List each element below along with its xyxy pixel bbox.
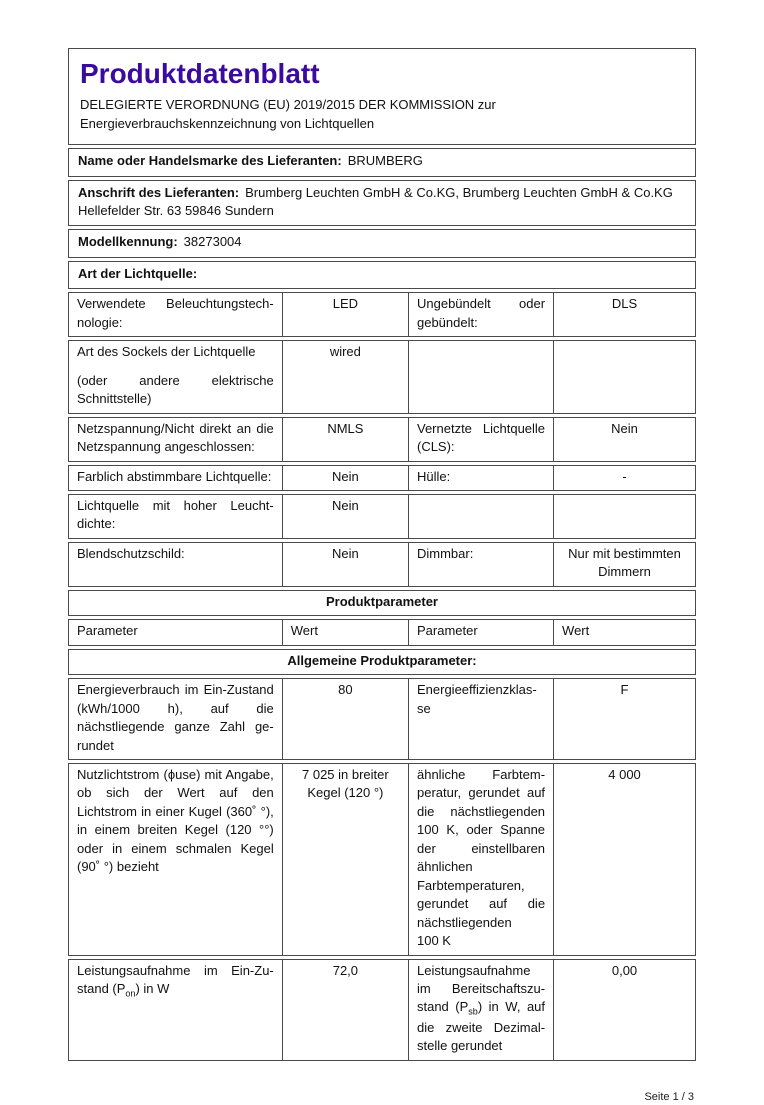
light-source-section-cell [68, 261, 696, 289]
supplier-name-label: Name oder Handelsmarke des Lieferanten: [78, 153, 342, 169]
param-text: Farblich abstimmbare Lichtquelle: [77, 468, 272, 484]
param-cell [68, 494, 283, 539]
param-cell [409, 678, 554, 760]
product-parameters-header-row [68, 590, 696, 616]
param-text: Verwendete Beleuchtungstechnologie: [77, 296, 274, 330]
supplier-name-value: BRUMBERG [347, 153, 423, 169]
value-cell: Nein [554, 417, 696, 462]
subscript: sb [468, 1007, 478, 1017]
param-cell [68, 959, 283, 1061]
column-header: Parameter [68, 619, 283, 645]
table-row [68, 763, 696, 956]
column-header: Wert [283, 619, 409, 645]
param-cell [409, 959, 554, 1061]
value-cell: Nein [283, 465, 409, 491]
param-text [77, 962, 274, 1001]
param-cell [409, 494, 554, 539]
param-text: Lichtquelle mit hoher Leuchtdichte: [77, 497, 274, 532]
param-cell [409, 763, 554, 956]
column-header: Parameter [409, 619, 554, 645]
param-text: Netzspannung/Nicht direkt an die Netzspannung angeschlossen: [77, 420, 274, 455]
light-source-section-row [68, 261, 696, 289]
param-text: Hülle: [416, 468, 451, 484]
param-cell [68, 763, 283, 956]
param-text [417, 962, 545, 1056]
value-cell [554, 340, 696, 413]
supplier-address-cell [68, 180, 696, 227]
param-text: Blendschutzschild: [77, 545, 185, 561]
value-cell: Nein [283, 494, 409, 539]
page-title: Produktdatenblatt [80, 58, 320, 89]
supplier-address-label: Anschrift des Lieferanten: [78, 184, 240, 200]
model-id-value: 38273004 [183, 234, 242, 250]
param-cell [409, 292, 554, 337]
value-cell: 72,0 [283, 959, 409, 1061]
supplier-address-row [68, 180, 696, 227]
product-parameters-header: Produktparameter [68, 590, 696, 616]
table-row [68, 292, 696, 337]
param-cell [409, 417, 554, 462]
param-text: Energieverbrauch im Ein-Zustand (kWh/1000 h), auf die nächstliegende ganze Zahl gerundet [77, 682, 274, 753]
regulation-text: DELEGIERTE VERORDNUNG (EU) 2019/2015 DER KOMMISSION zur Energieverbrauchskennzeichnung von Lichtquellen [80, 97, 496, 131]
value-cell: Nur mit bestimmten Dimmern [554, 542, 696, 587]
param-cell [68, 542, 283, 587]
supplier-name-cell [68, 148, 696, 176]
param-text-part: ) in W, auf die zweite Dezimalstelle gerundet [416, 999, 546, 1054]
param-text-part: Leistungsaufnahme im Bereitschaftszustand (P [416, 962, 546, 1015]
value-cell: wired [283, 340, 409, 413]
model-id-label: Modellkennung: [78, 234, 178, 250]
value-cell: 80 [283, 678, 409, 760]
param-cell [68, 678, 283, 760]
supplier-name-row [68, 148, 696, 176]
param-text: Vernetzte Lichtquelle (CLS): [416, 420, 546, 455]
param-cell [68, 465, 283, 491]
light-source-section-title: Art der Lichtquelle: [78, 265, 198, 281]
column-header: Wert [554, 619, 696, 645]
param-text: Dimmbar: [416, 545, 474, 561]
param-cell [409, 340, 554, 413]
value-cell: 0,00 [554, 959, 696, 1061]
param-cell [68, 340, 283, 413]
param-cell [68, 292, 283, 337]
table-row [68, 959, 696, 1061]
param-text: ähnliche Farbtemperatur, gerundet auf die nächstliegenden 100 K, oder Spanne der einstellbaren ähnlichen Farbtemperaturen, gerundet auf die nächstliegenden 100 K [416, 766, 546, 949]
value-cell: 4 000 [554, 763, 696, 956]
value-cell: Nein [283, 542, 409, 587]
param-cell [68, 417, 283, 462]
param-text-part: Leistungsaufnahme im Ein-Zustand (P [77, 962, 274, 996]
param-cell [409, 542, 554, 587]
param-text: (oder andere elektrische Schnittstelle) [77, 372, 274, 407]
table-row [68, 542, 696, 587]
supplier-address-value: Brumberg Leuchten GmbH & Co.KG, Brumberg Leuchten GmbH & Co.KG Hellefelder Str. 63 59846 Sundern [78, 184, 673, 218]
param-text: Ungebündelt oder gebündelt: [416, 296, 546, 330]
table-row [68, 678, 696, 760]
table-row [68, 417, 696, 462]
param-text: Art des Sockels der Lichtquelle [77, 344, 256, 360]
param-text: Energieeffizienzklasse [416, 682, 537, 716]
subscript: on [125, 988, 136, 999]
general-parameters-header-row [68, 649, 696, 675]
model-id-row [68, 229, 696, 257]
value-cell: F [554, 678, 696, 760]
title-cell [68, 48, 696, 145]
param-cell [409, 465, 554, 491]
table-row [68, 340, 696, 413]
datasheet-table [68, 45, 696, 1064]
value-cell: NMLS [283, 417, 409, 462]
page-number: Seite 1 / 3 [644, 1090, 694, 1103]
table-row [68, 465, 696, 491]
value-cell [554, 494, 696, 539]
title-row [68, 48, 696, 145]
param-text-part: ) in W [135, 980, 170, 996]
table-row [68, 494, 696, 539]
param-text: Nutzlichtstrom (ϕuse) mit Angabe, ob sich der Wert auf den Lichtstrom in einer Kugel (360˚ °), in einem breiten Kegel (120 °°) oder in einem schmalen Kegel (90˚ °) bezieht [77, 766, 274, 875]
value-cell: DLS [554, 292, 696, 337]
model-id-cell [68, 229, 696, 257]
general-parameters-header: Allgemeine Produktparameter: [68, 649, 696, 675]
value-cell: - [554, 465, 696, 491]
value-cell: 7 025 in breiter Kegel (120 °) [283, 763, 409, 956]
value-cell: LED [283, 292, 409, 337]
column-header-row [68, 619, 696, 645]
